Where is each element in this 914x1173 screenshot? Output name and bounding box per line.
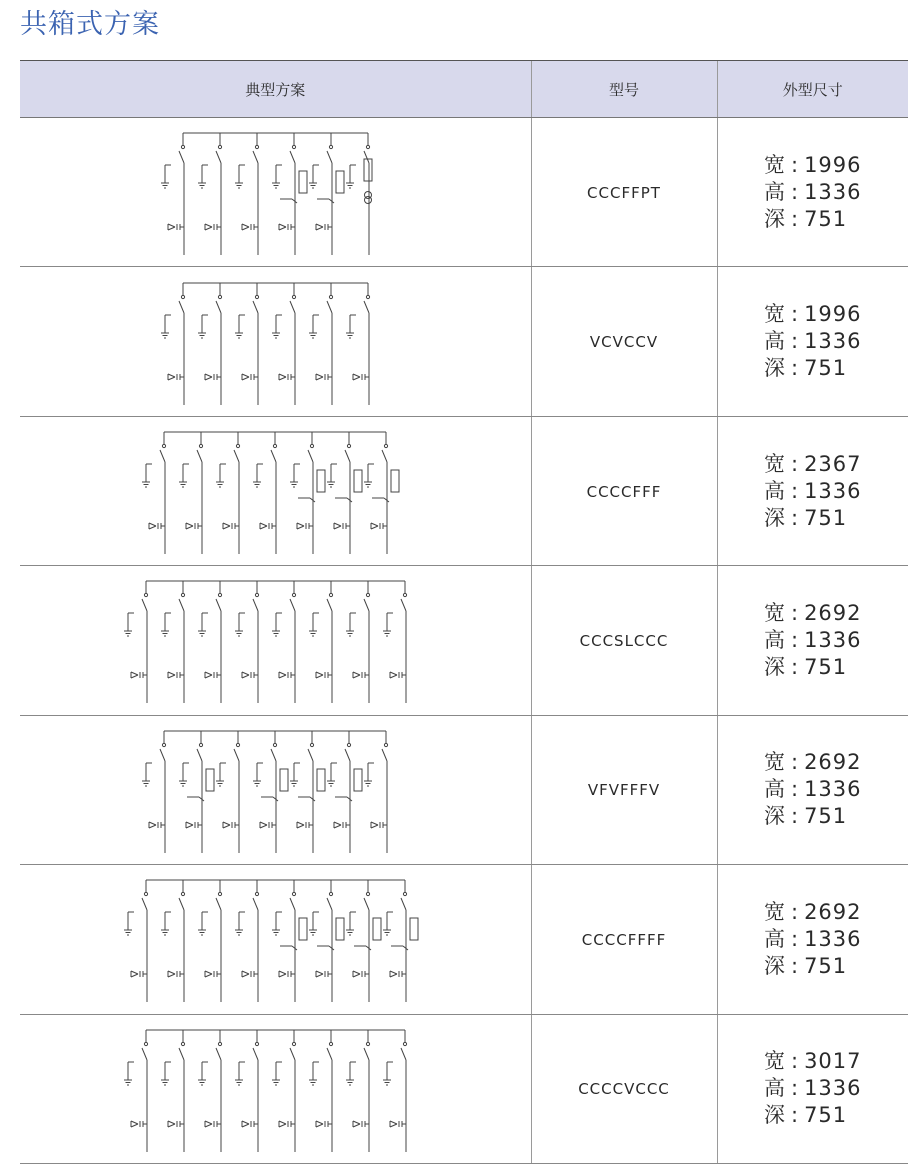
- dimensions-cell: [717, 416, 908, 565]
- dimension-height: [764, 1075, 862, 1102]
- model-cell: [531, 416, 717, 565]
- dimension-label: 高: [763, 627, 785, 652]
- dimension-label: 高: [763, 329, 785, 354]
- dimensions-cell: [717, 715, 908, 864]
- model-cell: [531, 865, 717, 1014]
- cabinet-v: [346, 283, 370, 405]
- dimension-separator: :: [790, 600, 799, 625]
- dimension-label: 高: [763, 179, 785, 204]
- cabinet-c: [142, 432, 166, 554]
- dimension-value: 751: [804, 206, 848, 231]
- dimension-value: 1336: [804, 1076, 862, 1101]
- dimension-width: [764, 451, 862, 478]
- model-cell: [531, 118, 717, 267]
- dimension-separator: :: [790, 1103, 799, 1128]
- cabinet-c: [198, 1030, 222, 1152]
- cabinet-f: [383, 880, 418, 1002]
- dimensions: [764, 301, 862, 382]
- single-line-diagram: [85, 725, 465, 855]
- dimension-separator: :: [790, 953, 799, 978]
- cabinet-pt: [346, 133, 372, 255]
- header-scheme: 典型方案: [20, 61, 531, 118]
- dimension-label: 深: [763, 505, 785, 530]
- dimension-label: 宽: [763, 600, 785, 625]
- dimension-label: 深: [763, 206, 785, 231]
- dimension-label: 深: [763, 654, 785, 679]
- dimension-value: 1336: [804, 627, 862, 652]
- dimension-value: 2367: [804, 451, 862, 476]
- scheme-diagram-cell: [20, 865, 531, 1014]
- dimensions-cell: [717, 865, 908, 1014]
- dimensions: [764, 749, 862, 830]
- dimension-height: [764, 926, 862, 953]
- dimension-value: 1996: [804, 152, 862, 177]
- dimension-value: 751: [804, 505, 848, 530]
- cabinet-f: [346, 880, 381, 1002]
- dimension-separator: :: [790, 899, 799, 924]
- dimension-value: 2692: [804, 899, 862, 924]
- dimensions: [764, 899, 862, 980]
- cabinet-f: [327, 731, 362, 853]
- cabinet-c: [346, 581, 370, 703]
- dimension-width: [764, 152, 862, 179]
- model-code: CCCCFFF: [586, 482, 662, 501]
- table-row: [20, 1014, 908, 1163]
- cabinet-f: [253, 731, 288, 853]
- cabinet-v: [235, 283, 259, 405]
- dimension-separator: :: [790, 302, 799, 327]
- dimension-width: [764, 301, 862, 328]
- dimension-separator: :: [790, 926, 799, 951]
- dimension-height: [764, 328, 862, 355]
- dimension-height: [764, 627, 862, 654]
- single-line-diagram: [85, 575, 465, 705]
- dimension-value: 1336: [804, 926, 862, 951]
- model-cell: [531, 566, 717, 715]
- cabinet-c: [161, 880, 185, 1002]
- cabinet-f: [290, 432, 325, 554]
- dimension-value: 2692: [804, 600, 862, 625]
- dimension-label: 宽: [763, 1049, 785, 1074]
- cabinet-c: [198, 133, 222, 255]
- dimension-separator: :: [790, 654, 799, 679]
- dimension-separator: :: [790, 1049, 799, 1074]
- cabinet-c: [383, 581, 407, 703]
- scheme-diagram-cell: [20, 715, 531, 864]
- dimension-separator: :: [790, 206, 799, 231]
- dimensions-cell: [717, 566, 908, 715]
- dimension-depth: [764, 206, 862, 233]
- scheme-diagram-cell: [20, 118, 531, 267]
- dimension-separator: :: [790, 451, 799, 476]
- cabinet-c: [235, 133, 259, 255]
- header-model: 型号: [531, 61, 717, 118]
- dimension-value: 1336: [804, 329, 862, 354]
- dimension-separator: :: [790, 1076, 799, 1101]
- dimension-separator: :: [790, 329, 799, 354]
- dimension-value: 1336: [804, 179, 862, 204]
- dimension-depth: [764, 505, 862, 532]
- dimension-depth: [764, 1102, 862, 1129]
- cabinet-c: [198, 581, 222, 703]
- dimension-width: [764, 749, 862, 776]
- cabinet-c: [235, 880, 259, 1002]
- cabinet-c: [161, 1030, 185, 1152]
- cabinet-f: [272, 133, 307, 255]
- dimension-separator: :: [790, 478, 799, 503]
- single-line-diagram: [85, 277, 465, 407]
- dimension-depth: [764, 355, 862, 382]
- model-code: VCVCCV: [589, 333, 659, 352]
- cabinet-v: [161, 283, 185, 405]
- cabinet-c: [309, 283, 333, 405]
- dimension-value: 751: [804, 1103, 848, 1128]
- dimension-separator: :: [790, 152, 799, 177]
- table-row: [20, 118, 908, 267]
- single-line-diagram: [85, 426, 465, 556]
- dimension-label: 高: [763, 777, 785, 802]
- cabinet-c: [235, 1030, 259, 1152]
- single-line-diagram: [85, 127, 465, 257]
- dimension-depth: [764, 953, 862, 980]
- cabinet-f: [364, 432, 399, 554]
- dimension-separator: :: [790, 505, 799, 530]
- cabinet-c: [216, 432, 240, 554]
- table-row: [20, 416, 908, 565]
- cabinet-c: [253, 432, 277, 554]
- dimension-width: [764, 600, 862, 627]
- dimensions: [764, 152, 862, 233]
- header-size: 外型尺寸: [717, 61, 908, 118]
- dimension-label: 高: [763, 478, 785, 503]
- scheme-diagram-cell: [20, 566, 531, 715]
- dimensions: [764, 451, 862, 532]
- cabinet-c: [309, 1030, 333, 1152]
- cabinet-c: [309, 581, 333, 703]
- model-code: CCCFFPT: [587, 183, 661, 202]
- dimension-value: 751: [804, 953, 848, 978]
- dimension-label: 宽: [763, 899, 785, 924]
- dimension-value: 1336: [804, 478, 862, 503]
- dimension-value: 3017: [804, 1049, 862, 1074]
- dimension-value: 751: [804, 654, 848, 679]
- dimension-separator: :: [790, 777, 799, 802]
- dimension-value: 1996: [804, 302, 862, 327]
- cabinet-f: [327, 432, 362, 554]
- cabinet-f: [179, 731, 214, 853]
- dimension-label: 宽: [763, 302, 785, 327]
- table-row: [20, 267, 908, 416]
- dimension-value: 751: [804, 356, 848, 381]
- cabinet-c: [124, 880, 148, 1002]
- cabinet-l: [272, 581, 296, 703]
- dimension-width: [764, 899, 862, 926]
- dimension-height: [764, 179, 862, 206]
- cabinet-c: [124, 1030, 148, 1152]
- dimensions: [764, 600, 862, 681]
- dimension-separator: :: [790, 356, 799, 381]
- cabinet-c: [346, 1030, 370, 1152]
- scheme-table: [20, 60, 908, 1164]
- dimension-value: 2692: [804, 750, 862, 775]
- dimension-label: 深: [763, 804, 785, 829]
- dimensions-cell: [717, 267, 908, 416]
- cabinet-v: [216, 731, 240, 853]
- dimension-depth: [764, 803, 862, 830]
- dimension-height: [764, 478, 862, 505]
- dimension-separator: :: [790, 804, 799, 829]
- model-cell: [531, 1014, 717, 1163]
- cabinet-f: [309, 880, 344, 1002]
- scheme-diagram-cell: [20, 416, 531, 565]
- dimension-width: [764, 1048, 862, 1075]
- single-line-diagram: [85, 874, 465, 1004]
- dimension-value: 751: [804, 804, 848, 829]
- model-code: CCCCFFFF: [581, 930, 667, 949]
- dimensions-cell: [717, 1014, 908, 1163]
- cabinet-f: [309, 133, 344, 255]
- scheme-diagram-cell: [20, 1014, 531, 1163]
- dimension-height: [764, 776, 862, 803]
- dimension-label: 高: [763, 1076, 785, 1101]
- page-title: 共箱式方案: [20, 9, 160, 40]
- dimension-separator: :: [790, 627, 799, 652]
- scheme-diagram-cell: [20, 267, 531, 416]
- cabinet-c: [272, 283, 296, 405]
- dimension-label: 深: [763, 953, 785, 978]
- cabinet-c: [161, 581, 185, 703]
- dimension-label: 宽: [763, 451, 785, 476]
- cabinet-v: [142, 731, 166, 853]
- model-code: CCCSLCCC: [579, 631, 669, 650]
- table-header-row: [20, 61, 908, 118]
- cabinet-c: [124, 581, 148, 703]
- dimension-label: 深: [763, 356, 785, 381]
- cabinet-v: [272, 1030, 296, 1152]
- cabinet-c: [198, 880, 222, 1002]
- cabinet-c: [179, 432, 203, 554]
- dimension-depth: [764, 654, 862, 681]
- dimension-separator: :: [790, 179, 799, 204]
- cabinet-c: [198, 283, 222, 405]
- cabinet-v: [364, 731, 388, 853]
- cabinet-f: [290, 731, 325, 853]
- dimension-value: 1336: [804, 777, 862, 802]
- cabinet-s: [235, 581, 259, 703]
- cabinet-c: [383, 1030, 407, 1152]
- table-row: [20, 865, 908, 1014]
- table-row: [20, 566, 908, 715]
- table-row: [20, 715, 908, 864]
- dimensions: [764, 1048, 862, 1129]
- model-cell: [531, 715, 717, 864]
- dimension-label: 宽: [763, 750, 785, 775]
- dimension-separator: :: [790, 750, 799, 775]
- model-cell: [531, 267, 717, 416]
- model-code: VFVFFFV: [587, 781, 661, 800]
- dimensions-cell: [717, 118, 908, 267]
- cabinet-f: [272, 880, 307, 1002]
- dimension-label: 宽: [763, 152, 785, 177]
- dimension-label: 深: [763, 1103, 785, 1128]
- single-line-diagram: [85, 1024, 465, 1154]
- dimension-label: 高: [763, 926, 785, 951]
- cabinet-c: [161, 133, 185, 255]
- model-code: CCCCVCCC: [578, 1080, 670, 1099]
